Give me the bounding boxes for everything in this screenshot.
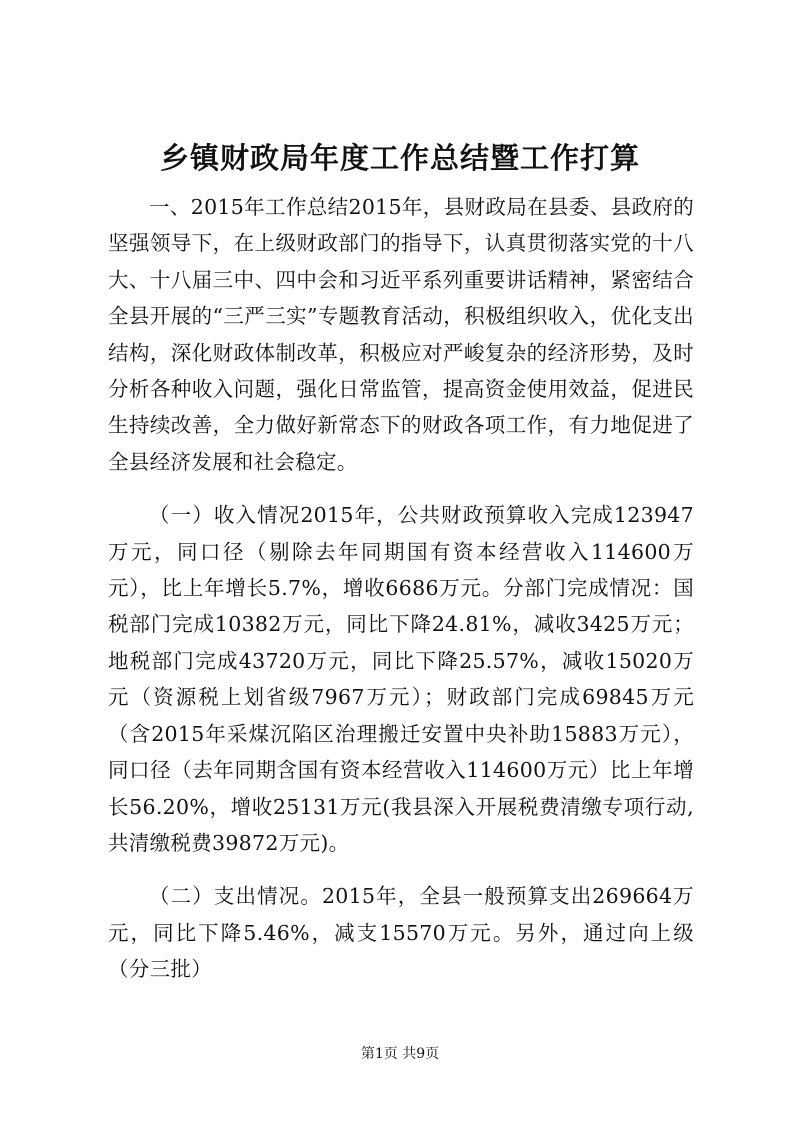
- paragraph-revenue: （一）收入情况2015年，公共财政预算收入完成123947万元，同口径（剔除去年同期国有资本经营收入114600万元），比上年增长5.7%，增收6686万元。分部门完成情况：国税部门完成10382万元，同比下降24.81%，减收3425万元；地税部门完成43720万元，同比下降25.57%，减收15020万元（资源税上划省级7967万元）；财政部门完成69845万元（含2015年采煤沉陷区治理搬迁安置中央补助15883万元），同口径（去年同期含国有资本经营收入114600万元）比上年增长56.20%，增收25131万元(我县深入开展税费清缴专项行动,共清缴税费39872万元)。: [108, 503, 694, 855]
- document-body: [108, 189, 694, 988]
- paragraph-expenditure: （二）支出情况。2015年，全县一般预算支出269664万元，同比下降5.46%，减支15570万元。另外，通过向上级（分三批）: [108, 884, 694, 982]
- page-footer: 第1页 共9页: [360, 1046, 440, 1062]
- document-title: 乡镇财政局年度工作总结暨工作打算: [159, 141, 640, 175]
- paragraph-work-summary: 一、2015年工作总结2015年，县财政局在县委、县政府的坚强领导下，在上级财政部门的指导下，认真贯彻落实党的十八大、十八届三中、四中会和习近平系列重要讲话精神，紧密结合全县开展的“三严三实”专题教育活动，积极组织收入，优化支出结构，深化财政体制改革，积极应对严峻复杂的经济形势，及时分析各种收入问题，强化日常监管，提高资金使用效益，促进民生持续改善，全力做好新常态下的财政各项工作，有力地促进了全县经济发展和社会稳定。: [108, 195, 694, 474]
